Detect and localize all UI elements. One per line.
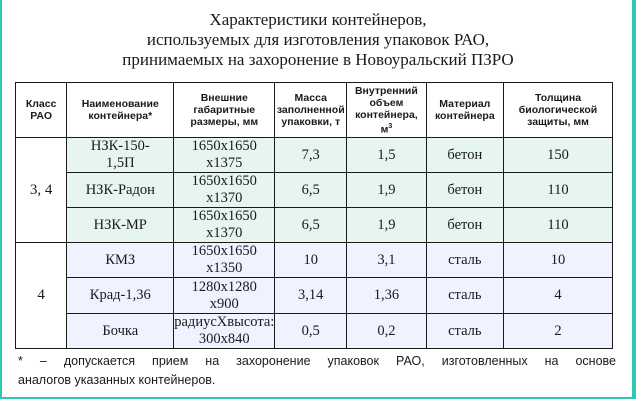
dims-cell: 1650х1650 х1375 <box>174 138 275 173</box>
name-cell: НЗК-Радон <box>67 173 174 208</box>
thickness-cell: 150 <box>504 138 613 173</box>
dims-cell: радиусХвысота: 300х840 <box>174 314 275 347</box>
thickness-cell: 110 <box>504 208 613 243</box>
name-cell: Крад-1,36 <box>67 278 174 314</box>
volume-cell: 1,9 <box>347 208 426 243</box>
class-cell: 3, 4 <box>16 138 67 243</box>
document-title <box>0 10 636 70</box>
dims-cell: 1650х1650 х1370 <box>174 208 275 243</box>
header-mass: Масса заполненной упаковки, т <box>275 83 347 138</box>
mass-cell: 3,14 <box>275 278 347 314</box>
material-cell: бетон <box>426 208 503 243</box>
table-row <box>16 208 613 243</box>
mass-cell: 7,3 <box>275 138 347 173</box>
class-cell: 4 <box>16 243 67 349</box>
header-class: Класс РАО <box>16 83 67 138</box>
material-cell: сталь <box>426 243 503 278</box>
thickness-cell: 10 <box>504 243 613 278</box>
mass-cell: 6,5 <box>275 208 347 243</box>
name-cell: Бочка <box>67 314 174 349</box>
title-line-2: используемых для изготовления упаковок РАО, <box>146 30 490 49</box>
title-line-3: принимаемых на захоронение в Новоуральский ПЗРО <box>122 50 514 69</box>
footnote-line-2: аналогов указанных контейнеров. <box>18 373 216 387</box>
table-row <box>16 138 613 173</box>
dims-cell: 1280х1280 х900 <box>174 278 275 314</box>
material-cell: сталь <box>426 314 503 349</box>
header-row <box>16 83 613 138</box>
volume-cell: 0,2 <box>347 314 426 349</box>
volume-cell: 1,36 <box>347 278 426 314</box>
name-cell: КМЗ <box>67 243 174 278</box>
header-thickness: Толщина биологической защиты, мм <box>504 83 613 138</box>
name-cell: НЗК-150- 1,5П <box>67 138 174 173</box>
table-row <box>16 314 613 349</box>
footnote <box>18 352 616 390</box>
table-row <box>16 173 613 208</box>
header-material: Материал контейнера <box>426 83 503 138</box>
volume-cell: 3,1 <box>347 243 426 278</box>
table-row <box>16 243 613 278</box>
thickness-cell: 110 <box>504 173 613 208</box>
material-cell: бетон <box>426 138 503 173</box>
thickness-cell: 2 <box>504 314 613 349</box>
mass-cell: 6,5 <box>275 173 347 208</box>
header-name: Наименование контейнера* <box>67 83 174 138</box>
thickness-cell: 4 <box>504 278 613 314</box>
header-volume: Внутренний объем контейнера, $м^3$ <box>347 83 426 138</box>
header-dims: Внешние габаритные размеры, мм <box>174 83 275 138</box>
material-cell: бетон <box>426 173 503 208</box>
title-line-1: Характеристики контейнеров, <box>209 10 427 29</box>
containers-table <box>15 82 613 349</box>
mass-cell: 0,5 <box>275 314 347 349</box>
dims-cell: 1650х1650 х1370 <box>174 173 275 208</box>
table-row <box>16 278 613 314</box>
name-cell: НЗК-МР <box>67 208 174 243</box>
mass-cell: 10 <box>275 243 347 278</box>
volume-cell: 1,5 <box>347 138 426 173</box>
volume-cell: 1,9 <box>347 173 426 208</box>
dims-cell: 1650х1650 х1350 <box>174 243 275 278</box>
footnote-line-1: * – допускается прием на захоронение упаковок РАО, изготовленных на основе <box>18 354 616 368</box>
material-cell: сталь <box>426 278 503 314</box>
